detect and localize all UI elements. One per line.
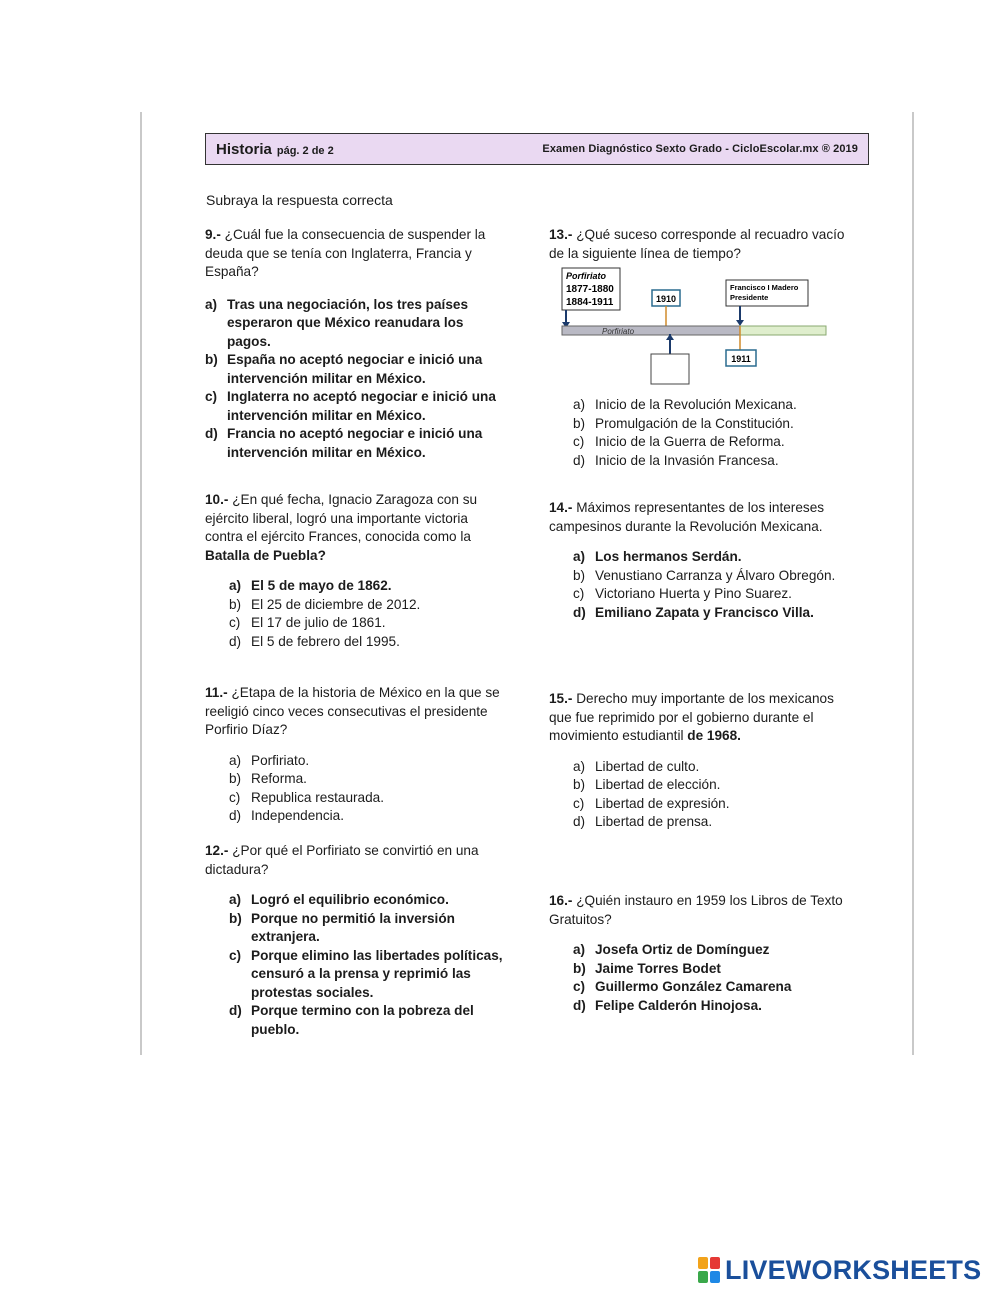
q14-option-b[interactable]: b) Venustiano Carranza y Álvaro Obregón. [573, 567, 836, 583]
timeline-bar-porfiriato [562, 326, 740, 335]
q10-text: ¿En qué fecha, Ignacio Zaragoza con su ejército liberal, logró una importante victoria contra el ejército Frances, conocida como la [205, 492, 478, 544]
q10-option-d[interactable]: d) El 5 de febrero del 1995. [229, 633, 400, 649]
q11-option-d[interactable]: d) Independencia. [229, 808, 344, 823]
q16-option-b[interactable]: b) Jaime Torres Bodet [573, 960, 721, 976]
q15-block [549, 690, 849, 832]
q15-bold-tail: de 1968. [687, 728, 741, 743]
q9-text: ¿Cuál fue la consecuencia de suspender la deuda que se tenía con Inglaterra, Francia y España? [205, 227, 486, 279]
q9-option-b[interactable]: b) España no aceptó negociar e inició una intervención militar en México. [205, 352, 483, 386]
q12-block [205, 842, 505, 1039]
q12-option-b[interactable]: b) Porque no permitió la inversión extranjera. [229, 910, 455, 944]
q14-options [549, 548, 854, 622]
timeline-bar-label: Porfiriato [602, 327, 635, 336]
q14-option-a[interactable]: a) Los hermanos Serdán. [573, 549, 742, 564]
q13-number: 13.- [549, 227, 573, 242]
madero-box-line1: Francisco I Madero [730, 283, 799, 292]
q14-number: 14.- [549, 500, 573, 515]
q14-question [549, 499, 854, 536]
q12-question [205, 842, 505, 879]
q16-number: 16.- [549, 893, 573, 908]
q15-question [549, 690, 849, 746]
q11-text: ¿Etapa de la historia de México en la que se reeligió cinco veces consecutivas el presidente Porfirio Díaz? [205, 685, 500, 737]
q9-option-a[interactable]: a) Tras una negociación, los tres países esperaron que México reanudara los pagos. [205, 296, 469, 349]
q13-text: ¿Qué suceso corresponde al recuadro vacío de la siguiente línea de tiempo? [549, 227, 845, 261]
timeline-bar-after [740, 326, 826, 335]
q12-text: ¿Por qué el Porfiriato se convirtió en una dictadura? [205, 843, 479, 877]
porfiriato-box-title: Porfiriato [566, 271, 607, 281]
q16-option-a[interactable]: a) Josefa Ortiz de Domínguez [573, 942, 770, 957]
q11-option-a[interactable]: a) Porfiriato. [229, 752, 310, 768]
q15-text: Derecho muy importante de los mexicanos que fue reprimido por el gobierno durante el movimiento estudiantil [549, 691, 834, 743]
q13-option-d[interactable]: d) Inicio de la Invasión Francesa. [573, 452, 779, 468]
brand-name: LIVEWORKSHEETS [725, 1254, 982, 1285]
q15-option-c[interactable]: c) Libertad de expresión. [573, 795, 730, 811]
q15-options [549, 758, 849, 832]
header-subject: Historia [216, 140, 272, 158]
q14-block [549, 499, 854, 622]
q10-option-b[interactable]: b) El 25 de diciembre de 2012. [229, 596, 421, 612]
q9-options [205, 296, 505, 463]
q13-option-b[interactable]: b) Promulgación de la Constitución. [573, 415, 794, 431]
q13-option-a[interactable]: a) Inicio de la Revolución Mexicana. [573, 397, 797, 412]
q11-option-b[interactable]: b) Reforma. [229, 771, 307, 786]
q9-option-c[interactable]: c) Inglaterra no aceptó negociar e inició una intervención militar en México. [205, 389, 496, 423]
q15-option-b[interactable]: b) Libertad de elección. [573, 777, 721, 792]
q15-option-a[interactable]: a) Libertad de culto. [573, 758, 700, 774]
q9-number: 9.- [205, 227, 221, 242]
q16-text: ¿Quién instauro en 1959 los Libros de Texto Gratuitos? [549, 893, 843, 927]
q16-options [549, 941, 854, 1015]
arrow-head-icon [736, 320, 744, 326]
madero-box-line2: Presidente [730, 293, 769, 302]
q16-block [549, 892, 854, 1015]
q11-number: 11.- [205, 685, 228, 700]
q13-block [549, 226, 849, 263]
exam-header [205, 133, 869, 165]
empty-answer-box [651, 354, 689, 384]
liveworksheets-logo-icon [698, 1257, 720, 1283]
instructions: Subraya la respuesta correcta [206, 192, 393, 208]
q14-text: Máximos representantes de los intereses campesinos durante la Revolución Mexicana. [549, 500, 825, 534]
q10-block [205, 491, 505, 651]
q9-question [205, 226, 505, 282]
q13-options [573, 396, 853, 470]
porfiriato-box-line1: 1877-1880 [566, 284, 614, 295]
q12-option-d[interactable]: d) Porque termino con la pobreza del pueblo. [229, 1003, 474, 1037]
q10-question [205, 491, 505, 565]
q11-question [205, 684, 505, 740]
q12-number: 12.- [205, 843, 229, 858]
q12-options [205, 891, 505, 1039]
q12-option-a[interactable]: a) Logró el equilibrio económico. [229, 892, 449, 907]
q10-option-c[interactable]: c) El 17 de julio de 1861. [229, 615, 386, 630]
page-border-right [912, 112, 914, 1055]
q13-question [549, 226, 849, 263]
header-page: pág. 2 de 2 [276, 144, 334, 157]
q9-block [205, 226, 505, 462]
header-exam-title: Examen Diagnóstico Sexto Grado - CicloEscolar.mx ® 2019 [542, 143, 858, 155]
q10-bold-tail: Batalla de Puebla? [205, 547, 326, 563]
q16-option-c[interactable]: c) Guillermo González Camarena [573, 979, 792, 994]
year-1910-label: 1910 [655, 294, 677, 304]
year-1911-label: 1911 [731, 354, 751, 364]
q10-number: 10.- [205, 492, 229, 507]
q11-option-c[interactable]: c) Republica restaurada. [229, 789, 384, 805]
porfiriato-box-line2: 1884-1911 [566, 297, 614, 308]
liveworksheets-brand[interactable] [698, 1255, 981, 1285]
q11-block [205, 684, 505, 826]
q14-option-c[interactable]: c) Victoriano Huerta y Pino Suarez. [573, 586, 792, 601]
q16-option-d[interactable]: d) Felipe Calderón Hinojosa. [573, 997, 762, 1013]
timeline-diagram [560, 266, 830, 386]
q12-option-c[interactable]: c) Porque elimino las libertades políticas, censuró a la prensa y reprimió las protestas sociales. [229, 947, 503, 1000]
q15-option-d[interactable]: d) Libertad de prensa. [573, 814, 713, 829]
q15-number: 15.- [549, 691, 573, 706]
q16-question [549, 892, 854, 929]
q14-option-d[interactable]: d) Emiliano Zapata y Francisco Villa. [573, 604, 814, 620]
q13-option-c[interactable]: c) Inicio de la Guerra de Reforma. [573, 434, 785, 449]
page-border-left [140, 112, 142, 1055]
q10-option-a[interactable]: a) El 5 de mayo de 1862. [229, 578, 392, 593]
q11-options [205, 752, 505, 826]
q13-options-block [573, 396, 853, 470]
q10-options [205, 577, 505, 651]
q9-option-d[interactable]: d) Francia no aceptó negociar e inició una intervención militar en México. [205, 426, 483, 460]
header-left [216, 141, 334, 158]
